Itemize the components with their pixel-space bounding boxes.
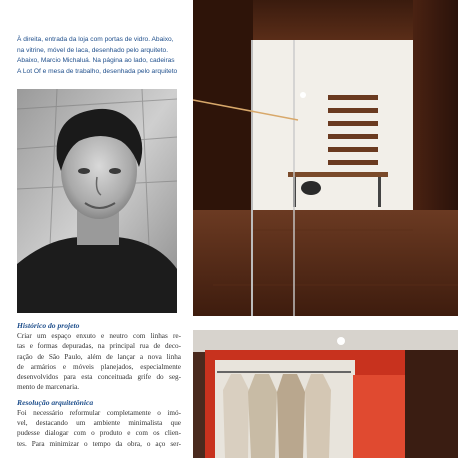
- architect-portrait-photo: [17, 89, 177, 313]
- text-line: Criar um espaço enxuto e neutro com linhas re-: [17, 332, 181, 340]
- caption-line: Abaixo, Marcio Michaluá. Na página ao lado, cadeiras: [17, 57, 175, 65]
- text-line: ração de São Paulo, além de lançar a nova linha: [17, 352, 181, 361]
- caption-line: À direita, entrada da loja com portas de vidro. Abaixo,: [17, 36, 174, 43]
- section-heading: Histórico do projeto: [17, 321, 80, 330]
- text-line: de armários e móveis planejados, especialmente: [17, 362, 181, 371]
- lacquer-furniture-image: [193, 330, 458, 458]
- text-line: mento de marcenaria.: [17, 383, 80, 392]
- text-line: vel, destacando um ambiente minimalista que: [17, 419, 181, 428]
- text-line: pudesse dialogar com o produto e com os clien-: [17, 429, 181, 438]
- photo-caption: [17, 35, 182, 77]
- text-line: Foi necessário reformular completamente o imó-: [17, 408, 181, 417]
- text-line: tes. Para minimizar o tempo da obra, o aço ser-: [17, 439, 181, 448]
- section-paragraph: [17, 408, 181, 449]
- lacquer-furniture-photo: [193, 330, 458, 458]
- section-paragraph: [17, 331, 181, 393]
- caption-line: A Lot Of e mesa de trabalho, desenhada pelo arquiteto: [17, 67, 178, 75]
- caption-line: na vitrine, móvel de laca, desenhado pelo arquiteto.: [17, 46, 169, 54]
- text-line: tas e formas depuradas, na principal rua de deco-: [17, 342, 181, 351]
- section-heading: Resolução arquitetônica: [17, 397, 94, 407]
- portrait-image: [17, 89, 177, 313]
- store-entrance-photo: [193, 0, 458, 316]
- text-line: desenvolvidos para esta conceituada grife do seg-: [17, 373, 181, 382]
- article-body: [17, 321, 181, 454]
- store-entrance-image: [193, 0, 458, 316]
